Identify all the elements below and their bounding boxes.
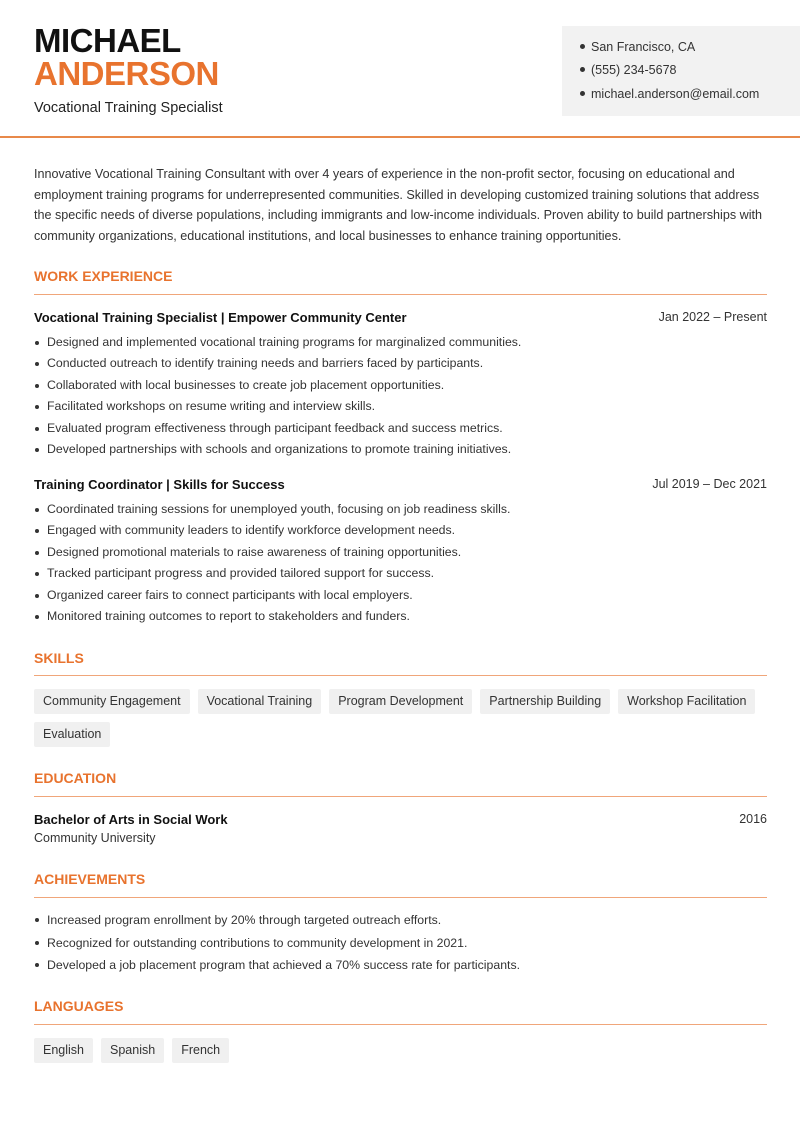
phone-text: (555) 234-5678: [591, 63, 677, 77]
skill-chip: Community Engagement: [34, 689, 190, 714]
achievements-heading: ACHIEVEMENTS: [34, 871, 146, 887]
email-text: michael.anderson@email.com: [591, 87, 760, 101]
job-bullets-1: [34, 332, 764, 460]
language-chip: French: [172, 1038, 229, 1063]
contact-location: [580, 40, 695, 54]
job-bullets-2: [34, 499, 764, 627]
language-chip: English: [34, 1038, 93, 1063]
section-divider: [34, 294, 767, 295]
school-name: Community University: [34, 831, 156, 845]
list-item: Developed a job placement program that achieved a 70% success rate for participants.: [34, 954, 764, 977]
education-heading: EDUCATION: [34, 770, 117, 786]
section-divider: [34, 897, 767, 898]
skills-heading: SKILLS: [34, 650, 84, 666]
list-item: Increased program enrollment by 20% through targeted outreach efforts.: [34, 909, 764, 932]
contact-box: [562, 26, 800, 116]
list-item: Evaluated program effectiveness through participant feedback and success metrics.: [34, 418, 764, 439]
skill-chip: Partnership Building: [480, 689, 610, 714]
location-text: San Francisco, CA: [591, 40, 696, 54]
contact-email: [580, 87, 759, 101]
job-title-1: Vocational Training Specialist | Empower Community Center: [34, 310, 407, 325]
list-item: Recognized for outstanding contributions to community development in 2021.: [34, 932, 764, 955]
skill-chip: Evaluation: [34, 722, 110, 747]
summary: Innovative Vocational Training Consultant with over 4 years of experience in the non-profit sector, focusing on educational and employment training programs for underrepresented communities. Skilled in developing customized training solutions that address the specific needs of diverse populations, including immigrants and low-income individuals. Proven ability to build partnerships with community organizations, educational institutions, and local businesses to enhance training opportunities.: [34, 167, 763, 243]
list-item: Developed partnerships with schools and organizations to promote training initiatives.: [34, 439, 764, 460]
job-dates-1: Jan 2022 – Present: [658, 310, 767, 324]
languages-list: [34, 1038, 767, 1063]
section-divider: [34, 675, 767, 676]
list-item: Engaged with community leaders to identify workforce development needs.: [34, 520, 764, 541]
job-title: Vocational Training Specialist: [34, 100, 223, 116]
list-item: Facilitated workshops on resume writing and interview skills.: [34, 396, 764, 417]
language-chip: Spanish: [101, 1038, 164, 1063]
list-item: Organized career fairs to connect participants with local employers.: [34, 585, 764, 606]
list-item: Coordinated training sessions for unemployed youth, focusing on job readiness skills.: [34, 499, 764, 520]
list-item: Monitored training outcomes to report to stakeholders and funders.: [34, 606, 764, 627]
resume-header: [0, 0, 800, 138]
list-item: Collaborated with local businesses to create job placement opportunities.: [34, 375, 764, 396]
contact-phone: [580, 63, 676, 77]
skill-chip: Program Development: [329, 689, 472, 714]
list-item: Designed promotional materials to raise awareness of training opportunities.: [34, 542, 764, 563]
skill-chip: Workshop Facilitation: [618, 689, 755, 714]
skill-chip: Vocational Training: [198, 689, 322, 714]
first-name: MICHAEL: [34, 22, 181, 59]
list-item: Tracked participant progress and provided tailored support for success.: [34, 563, 764, 584]
section-divider: [34, 796, 767, 797]
section-divider: [34, 1024, 767, 1025]
achievements-list: [34, 909, 764, 977]
languages-heading: LANGUAGES: [34, 998, 124, 1014]
bullet-icon: [580, 67, 585, 72]
list-item: Conducted outreach to identify training needs and barriers faced by participants.: [34, 353, 764, 374]
bullet-icon: [580, 91, 585, 96]
bullet-icon: [580, 44, 585, 49]
job-title-2: Training Coordinator | Skills for Success: [34, 477, 285, 492]
skills-list: [34, 689, 767, 747]
job-dates-2: Jul 2019 – Dec 2021: [652, 477, 767, 491]
last-name: ANDERSON: [34, 55, 219, 92]
degree-year: 2016: [739, 812, 767, 826]
list-item: Designed and implemented vocational training programs for marginalized communities.: [34, 332, 764, 353]
degree-title: Bachelor of Arts in Social Work: [34, 812, 228, 827]
work-experience-heading: WORK EXPERIENCE: [34, 268, 173, 284]
